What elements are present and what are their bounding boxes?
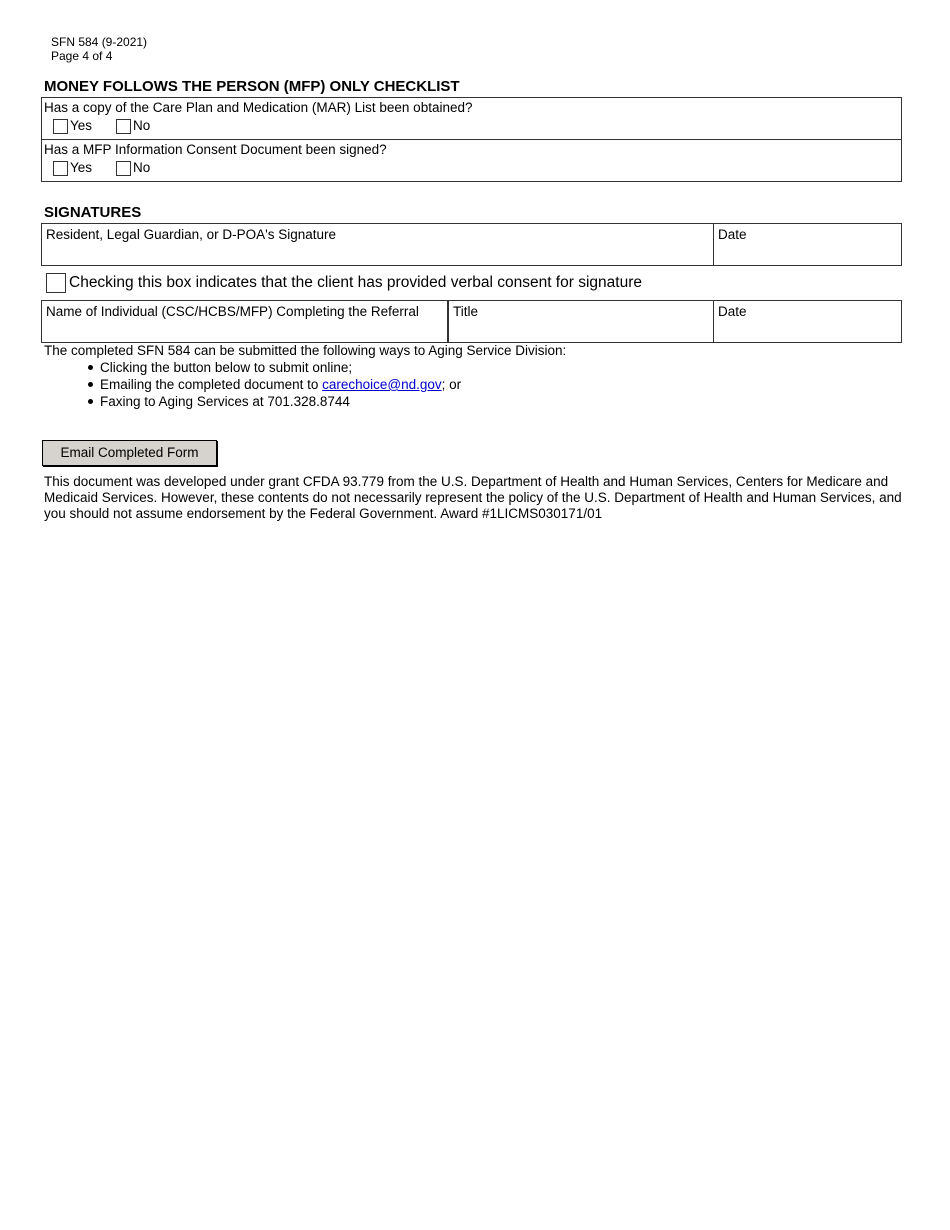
resident-date-field[interactable] — [713, 224, 901, 265]
individual-title-label: Title — [453, 304, 479, 319]
mfp-question-1-text: Has a copy of the Care Plan and Medication (MAR) List been obtained? — [44, 100, 473, 115]
resident-date-label: Date — [718, 227, 747, 242]
mfp-question-2-yes-checkbox[interactable] — [53, 161, 68, 176]
carechoice-email-link[interactable]: carechoice@nd.gov — [322, 377, 442, 392]
verbal-consent-checkbox[interactable] — [46, 273, 66, 293]
form-number: SFN 584 (9-2021) — [51, 35, 148, 49]
submission-way-email-prefix: Emailing the completed document to — [100, 377, 323, 392]
referral-completer-row — [41, 300, 902, 343]
resident-signature-row — [41, 223, 902, 266]
mfp-question-2-text: Has a MFP Information Consent Document been signed? — [44, 142, 387, 157]
submission-way-button-text: Clicking the button below to submit online; — [100, 360, 353, 375]
mfp-question-2 — [41, 139, 902, 182]
verbal-consent[interactable] — [46, 273, 642, 293]
individual-name-label: Name of Individual (CSC/HCBS/MFP) Completing the Referral — [46, 304, 419, 319]
submission-way-fax — [44, 393, 844, 410]
submission-ways-list — [44, 359, 844, 410]
resident-signature-label: Resident, Legal Guardian, or D-POA's Signature — [46, 227, 336, 242]
mfp-question-2-no[interactable] — [116, 160, 150, 176]
mfp-question-1 — [41, 97, 902, 140]
individual-date-label: Date — [718, 304, 747, 319]
mfp-question-1-no-label: No — [133, 118, 151, 133]
mfp-question-1-no-checkbox[interactable] — [116, 119, 131, 134]
mfp-question-2-no-label: No — [133, 160, 151, 175]
email-completed-form-button[interactable]: Email Completed Form — [42, 440, 217, 466]
individual-name-field[interactable] — [42, 301, 448, 342]
mfp-question-1-yes-label: Yes — [70, 118, 93, 133]
submission-way-fax-text: Faxing to Aging Services at 701.328.8744 — [100, 394, 350, 409]
individual-title-field[interactable] — [447, 301, 714, 342]
individual-date-field[interactable] — [713, 301, 901, 342]
signatures-title: SIGNATURES — [44, 204, 142, 221]
mfp-question-2-no-checkbox[interactable] — [116, 161, 131, 176]
submission-way-email-suffix: ; or — [441, 377, 462, 392]
submission-way-email — [44, 376, 844, 393]
resident-signature-field[interactable] — [42, 224, 714, 265]
mfp-question-1-yes[interactable] — [53, 118, 92, 134]
mfp-question-2-yes-label: Yes — [70, 160, 93, 175]
mfp-question-2-yes[interactable] — [53, 160, 92, 176]
mfp-checklist-title: MONEY FOLLOWS THE PERSON (MFP) ONLY CHECKLIST — [44, 78, 460, 95]
grant-disclaimer: This document was developed under grant CFDA 93.779 from the U.S. Department of Health and Human Services, Centers for Medicare and Medicaid Services. However, these contents do not necessarily represent the policy of the U.S. Department of Health and Human Services, and you should not assume endorsement by the Federal Government. Award #1LICMS030171/01 — [44, 474, 902, 521]
mfp-question-1-no[interactable] — [116, 118, 150, 134]
submission-intro: The completed SFN 584 can be submitted the following ways to Aging Service Division: — [44, 343, 567, 358]
submission-way-button — [44, 359, 844, 376]
verbal-consent-label: Checking this box indicates that the client has provided verbal consent for signature — [69, 274, 642, 291]
mfp-question-1-yes-checkbox[interactable] — [53, 119, 68, 134]
page-number: Page 4 of 4 — [51, 49, 113, 63]
